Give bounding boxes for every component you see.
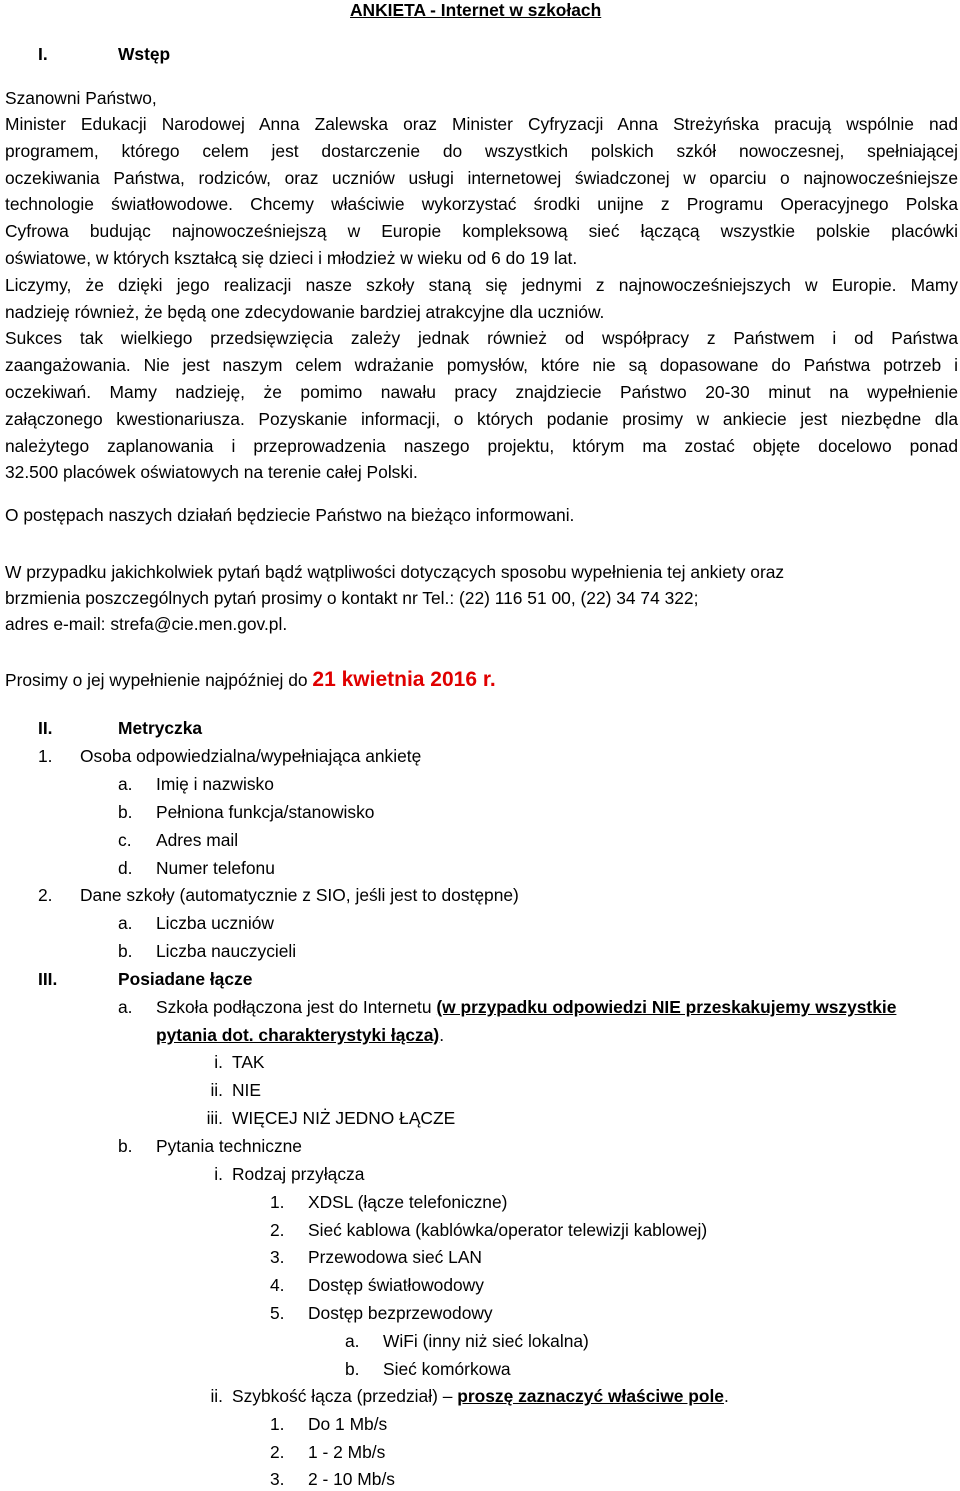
suboption-marker: a.	[345, 1331, 360, 1351]
question-number: 1.	[38, 746, 53, 766]
subitem-label: Rodzaj przyłącza	[232, 1164, 365, 1184]
option-label: Do 1 Mb/s	[308, 1414, 388, 1434]
question-label: Osoba odpowiedzialna/wypełniająca ankietę	[80, 746, 422, 766]
option-label: Dostęp bezprzewodowy	[308, 1303, 493, 1323]
intro-line: Sukces tak wielkiego przedsięwzięcia zależy jednak również od współpracy z Państwem i od Państwa	[5, 328, 958, 349]
question-label: Dane szkoły (automatycznie z SIO, jeśli jest to dostępne)	[80, 885, 519, 905]
item-marker: b.	[118, 802, 133, 822]
option-label: Sieć kablowa (kablówka/operator telewizji kablowej)	[308, 1220, 708, 1240]
option-label: Przewodowa sieć LAN	[308, 1247, 482, 1267]
intro-line: Cyfrowa budując najnowocześniejszą w Europie kompleksową sieć łączącą wszystkie polskie placówki	[5, 221, 958, 242]
intro-line: należytego zaplanowania i przeprowadzenia naszego projektu, którym ma zostać objęte docelowo ponad	[5, 435, 958, 456]
option-marker: 3.	[270, 1469, 285, 1489]
option-marker: i.	[214, 1052, 223, 1072]
intro-line: programem, którego celem jest dostarczenie do wszystkich polskich szkół nowoczesnej, spełniającej	[5, 140, 958, 161]
item-label: Liczba uczniów	[156, 913, 274, 933]
option-label: WIĘCEJ NIŻ JEDNO ŁĄCZE	[232, 1108, 456, 1128]
item-marker: a.	[118, 997, 133, 1017]
option-marker: iii.	[206, 1108, 223, 1128]
item-marker: a.	[118, 774, 133, 794]
skip-note: (w przypadku odpowiedzi NIE przeskakujemy wszystkie	[436, 997, 897, 1017]
subitem-marker: i.	[214, 1164, 223, 1184]
intro-line: zaangażowania. Nie jest naszym celem wdrażanie pomysłów, które nie są dopasowane do Państwa potrzeb i	[5, 355, 958, 376]
option-marker: ii.	[210, 1080, 223, 1100]
option-marker: 2.	[270, 1442, 285, 1462]
option-marker: 3.	[270, 1247, 285, 1267]
suboption-label: WiFi (inny niż sieć lokalna)	[383, 1331, 589, 1351]
option-label: TAK	[232, 1052, 265, 1072]
item-marker: b.	[118, 941, 133, 961]
info-text: O postępach naszych działań będziecie Państwo na bieżąco informowani.	[5, 505, 575, 525]
item-label: Imię i nazwisko	[156, 774, 274, 794]
deadline	[5, 670, 496, 690]
section-2-title: Metryczka	[118, 718, 203, 738]
option-label: 1 - 2 Mb/s	[308, 1442, 386, 1462]
section-2-number: II.	[38, 718, 53, 738]
punctuation: .	[723, 1386, 729, 1406]
intro-line: oświatowe, w których kształcą się dzieci i młodzież w wieku od 6 do 19 lat.	[5, 247, 578, 268]
section-1-title: Wstęp	[118, 44, 171, 64]
option-label: Dostęp światłowodowy	[308, 1275, 484, 1295]
option-label: NIE	[232, 1080, 261, 1100]
intro-line: technologie światłowodowe. Chcemy właściwie wykorzystać środki unijne z Programu Operacyjnego Polska	[5, 194, 958, 215]
question-text: Szkoła podłączona jest do Internetu	[156, 997, 437, 1017]
option-marker: 5.	[270, 1303, 285, 1323]
option-marker: 1.	[270, 1192, 285, 1212]
item-marker: b.	[118, 1136, 133, 1156]
option-marker: 2.	[270, 1220, 285, 1240]
subitem-label	[232, 1386, 729, 1406]
item-label: Adres mail	[156, 830, 239, 850]
intro-line: załączonego kwestionariusza. Pozyskanie informacji, o których podanie prosimy w ankiecie jest niezbędne dla	[5, 408, 958, 429]
contact-email: adres e-mail: strefa@cie.men.gov.pl.	[5, 614, 288, 634]
deadline-date: 21 kwietnia 2016 r.	[312, 668, 496, 691]
subitem-marker: ii.	[210, 1386, 223, 1406]
option-label: XDSL (łącze telefoniczne)	[308, 1192, 508, 1212]
item-marker: d.	[118, 858, 133, 878]
section-3-title: Posiadane łącze	[118, 969, 253, 989]
item-label: Pytania techniczne	[156, 1136, 302, 1156]
item-label: Numer telefonu	[156, 858, 275, 878]
section-3-number: III.	[38, 969, 58, 989]
question-number: 2.	[38, 885, 53, 905]
suboption-marker: b.	[345, 1359, 360, 1379]
subitem-text: Szybkość łącza (przedział) –	[232, 1386, 458, 1406]
intro-line: Minister Edukacji Narodowej Anna Zalewska oraz Minister Cyfryzacji Anna Streżyńska pracują wspólnie nad	[5, 114, 958, 134]
skip-note: pytania dot. charakterystyki łącza)	[156, 1025, 440, 1045]
option-marker: 4.	[270, 1275, 285, 1295]
salutation: Szanowni Państwo,	[5, 88, 157, 108]
intro-line: Liczymy, że dzięki jego realizacji nasze szkoły staną się jednymi z najnowocześniejszych w Europie. Mamy	[5, 274, 958, 295]
item-marker: c.	[118, 830, 132, 850]
document-title: ANKIETA - Internet w szkołach	[350, 0, 602, 20]
contact-line: brzmienia poszczególnych pytań prosimy o kontakt nr Tel.: (22) 116 51 00, (22) 34 74 322;	[5, 588, 699, 608]
option-marker: 1.	[270, 1414, 285, 1434]
question-label	[156, 997, 896, 1017]
suboption-label: Sieć komórkowa	[383, 1359, 511, 1379]
instruction-note: proszę zaznaczyć właściwe pole	[457, 1386, 724, 1406]
intro-paragraph	[5, 111, 958, 486]
intro-line: oczekiwania Państwa, rodziców, oraz uczniów usługi internetowej świadczonej w oparciu o najnowocześniejsze	[5, 167, 958, 188]
item-label: Pełniona funkcja/stanowisko	[156, 802, 375, 822]
intro-line: nadzieję również, że będą one zdecydowanie bardziej atrakcyjne dla uczniów.	[5, 301, 605, 322]
intro-line: oczekiwań. Mamy nadzieję, że pomimo nawału pracy znajdziecie Państwo 20-30 minut na wypełnienie	[5, 381, 958, 402]
contact-line: W przypadku jakichkolwiek pytań bądź wątpliwości dotyczących sposobu wypełnienia tej ankiety oraz	[5, 562, 785, 582]
option-label: 2 - 10 Mb/s	[308, 1469, 395, 1489]
section-1-number: I.	[38, 44, 48, 64]
question-label-cont	[156, 1025, 444, 1045]
punctuation: .	[439, 1025, 445, 1045]
intro-line: 32.500 placówek oświatowych na terenie całej Polski.	[5, 462, 418, 483]
item-label: Liczba nauczycieli	[156, 941, 297, 961]
item-marker: a.	[118, 913, 133, 933]
deadline-prefix: Prosimy o jej wypełnienie najpóźniej do	[5, 670, 313, 690]
